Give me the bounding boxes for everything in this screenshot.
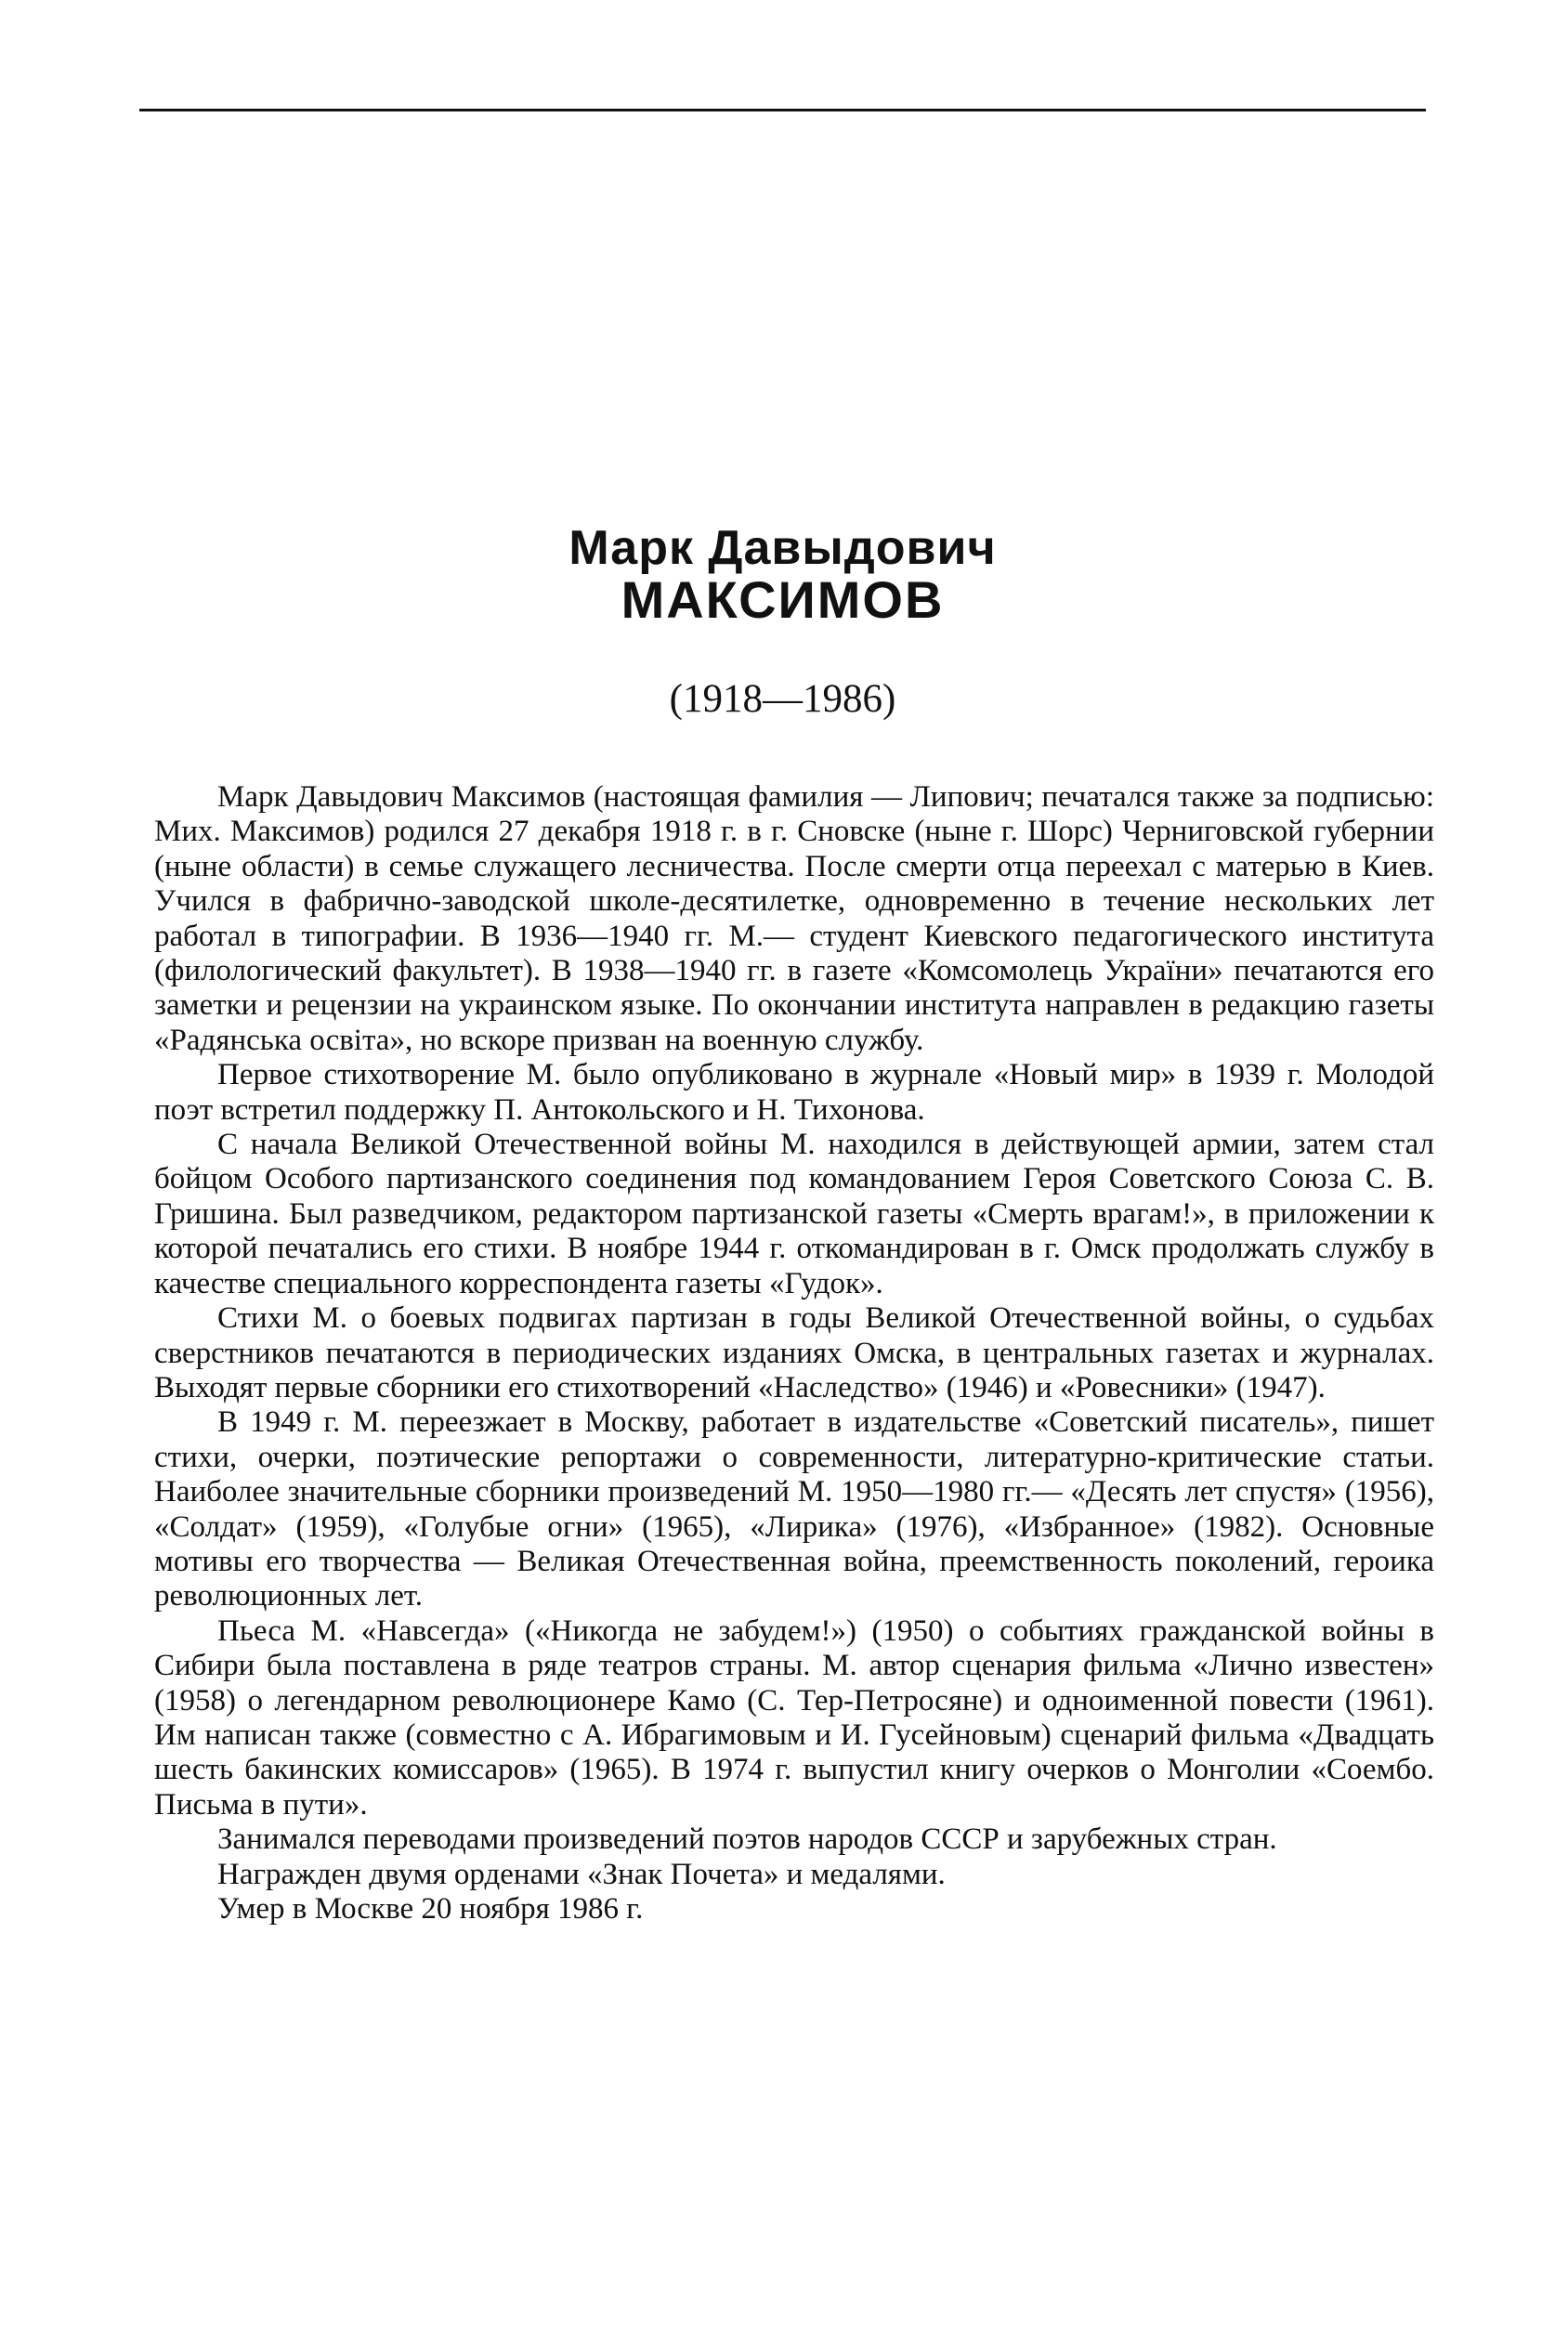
- bio-paragraph: Награжден двумя орденами «Знак Почета» и медалями.: [217, 1857, 946, 1891]
- bio-paragraph: Марк Давыдович Максимов (настоящая фамилия — Липович; печатался также за подписью: Мих. Максимов) родился 27 декабря 1918 г. в г. Сновске (ныне г. Шорс) Черниговской губернии (ныне области) в семье служащего лесничества. После смерти отца переехал с матерью в Киев. Учился в фабрично-заводской школе-десятилетке, одновременно в течение нескольких лет работал в типографии. В 1936—1940 гг. М.— студент Киевского педагогического института (филологический факультет). В 1938—1940 гг. в газете «Комсомолець України» печатаются его заметки и рецензии на украинском языке. По окончании института направлен в редакцию газеты «Радянська освіта», но вскоре призван на военную службу.: [154, 780, 1434, 1057]
- given-names: Марк Давыдович: [568, 521, 997, 575]
- bio-paragraph: Стихи М. о боевых подвигах партизан в годы Великой Отечественной войны, о судьбах сверстников печатаются в периодических изданиях Омска, в центральных газетах и журналах. Выходят первые сборники его стихотворений «Наследство» (1946) и «Ровесники» (1947).: [154, 1301, 1434, 1404]
- bio-paragraph: В 1949 г. М. переезжает в Москву, работает в издательстве «Советский писатель», пишет стихи, очерки, поэтические репортажи о современности, литературно-критические статьи. Наиболее значительные сборники произведений М. 1950—1980 гг.— «Десять лет спустя» (1956), «Солдат» (1959), «Голубые огни» (1965), «Лирика» (1976), «Избранное» (1982). Основные мотивы его творчества — Великая Отечественная война, преемственность поколений, героика революционных лет.: [154, 1405, 1434, 1613]
- bio-paragraph: Занимался переводами произведений поэтов народов СССР и зарубежных стран.: [217, 1822, 1277, 1857]
- article-heading: [139, 521, 1426, 629]
- top-rule: [139, 109, 1426, 111]
- bio-paragraph: Умер в Москве 20 ноября 1986 г.: [217, 1892, 644, 1926]
- bio-paragraph: Пьеса М. «Навсегда» («Никогда не забудем!») (1950) о событиях гражданской войны в Сибири была поставлена в ряде театров страны. М. автор сценария фильма «Лично известен» (1958) о легендарном революционере Камо (С. Тер-Петросяне) и одноименной повести (1961). Им написан также (совместно с А. Ибрагимовым и И. Гусейновым) сценарий фильма «Двадцать шесть бакинских комиссаров» (1965). В 1974 г. выпустил книгу очерков о Монголии «Соембо. Письма в пути».: [154, 1613, 1434, 1822]
- biography-text: [154, 780, 1434, 1927]
- surname: МАКСИМОВ: [621, 570, 945, 629]
- bio-paragraph: С начала Великой Отечественной войны М. находился в действующей армии, затем стал бойцом Особого партизанского соединения под командованием Героя Советского Союза С. В. Гришина. Был разведчиком, редактором партизанской газеты «Смерть врагам!», в приложении к которой печатались его стихи. В ноябре 1944 г. откомандирован в г. Омск продолжать службу в качестве специального корреспондента газеты «Гудок».: [154, 1128, 1434, 1300]
- bio-paragraph: Первое стихотворение М. было опубликовано в журнале «Новый мир» в 1939 г. Молодой поэт встретил поддержку П. Антокольского и Н. Тихонова.: [154, 1058, 1434, 1127]
- life-years: (1918—1986): [669, 677, 896, 721]
